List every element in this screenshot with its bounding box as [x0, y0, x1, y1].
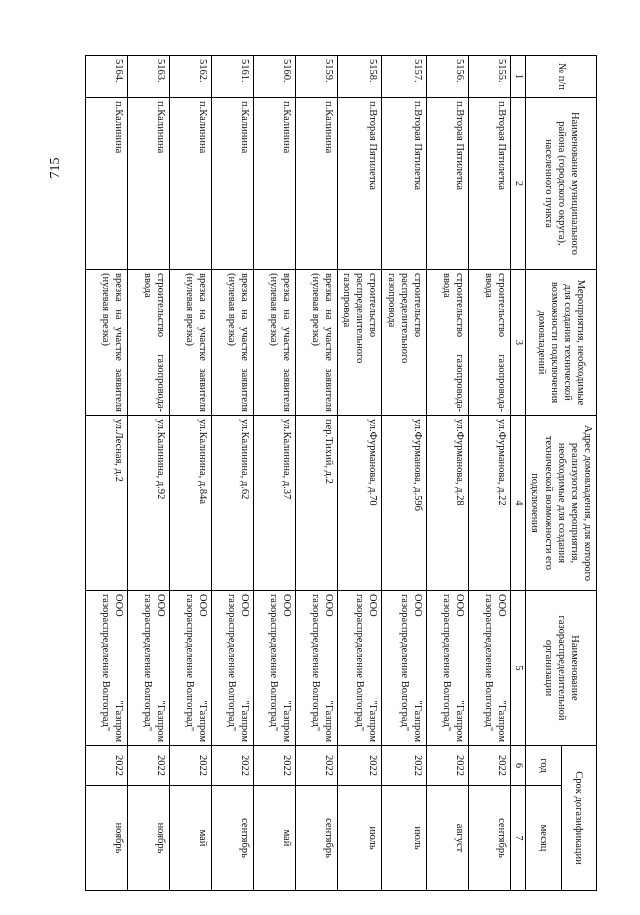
year-value: 2022: [128, 746, 170, 786]
row-number: 5161.: [212, 56, 254, 98]
column-number-row: [510, 56, 526, 891]
column-number: 2: [510, 98, 526, 270]
header-address: Адрес домовладения, для которого реализуются мероприятия, необходимые для создания технической возможности его подключения: [526, 416, 597, 591]
header-measures: Мероприятия, необходимые для создания технической возможности подключения домовладений: [526, 270, 597, 416]
header-month: месяц: [526, 786, 561, 891]
month-value: сентябрь: [468, 786, 510, 891]
place-name: п.Калинина: [212, 98, 254, 270]
organization-name: ООО "Газпром газораспределение Волгоград": [254, 591, 296, 746]
row-number: 5157.: [382, 56, 426, 98]
table-row: [212, 56, 254, 891]
row-number: 5163.: [128, 56, 170, 98]
place-name: п.Вторая Пятилетка: [338, 98, 382, 270]
column-number: 1: [510, 56, 526, 98]
table-row: [128, 56, 170, 891]
measure-text: врезка на участке заявителя (нулевая врезка): [170, 270, 212, 416]
table-row: [468, 56, 510, 891]
table-row: [170, 56, 212, 891]
address-text: ул.Фурманова, д.28: [426, 416, 468, 591]
month-value: сентябрь: [296, 786, 338, 891]
organization-name: ООО "Газпром газораспределение Волгоград": [338, 591, 382, 746]
organization-name: ООО "Газпром газораспределение Волгоград": [468, 591, 510, 746]
row-number: 5160.: [254, 56, 296, 98]
year-value: 2022: [170, 746, 212, 786]
place-name: п.Вторая Пятилетка: [468, 98, 510, 270]
header-district: Наименование муниципального района (городского округа), населенного пункта: [526, 98, 597, 270]
month-value: май: [170, 786, 212, 891]
column-number: 7: [510, 786, 526, 891]
year-value: 2022: [468, 746, 510, 786]
rotated-page-content: [87, 55, 597, 890]
year-value: 2022: [212, 746, 254, 786]
address-text: ул.Фурманова, д.59б: [382, 416, 426, 591]
address-text: ул.Лесная, д.2: [86, 416, 128, 591]
header-year: год: [526, 746, 561, 786]
table-row: [86, 56, 128, 891]
place-name: п.Калинина: [254, 98, 296, 270]
column-number: 4: [510, 416, 526, 591]
page-number: 715: [48, 157, 63, 179]
row-number: 5162.: [170, 56, 212, 98]
organization-name: ООО "Газпром газораспределение Волгоград": [382, 591, 426, 746]
month-value: ноябрь: [86, 786, 128, 891]
row-number: 5159.: [296, 56, 338, 98]
month-value: сентябрь: [212, 786, 254, 891]
measure-text: врезка на участке заявителя (нулевая врезка): [296, 270, 338, 416]
row-number: 5158.: [338, 56, 382, 98]
place-name: п.Калинина: [128, 98, 170, 270]
measure-text: врезка на участке заявителя (нулевая врезка): [254, 270, 296, 416]
year-value: 2022: [338, 746, 382, 786]
address-text: ул.Фурманова, д.70: [338, 416, 382, 591]
place-name: п.Калинина: [86, 98, 128, 270]
row-number: 5155.: [468, 56, 510, 98]
year-value: 2022: [254, 746, 296, 786]
measure-text: строительство распределительного газопровода: [382, 270, 426, 416]
measure-text: строительство газопровода-ввода: [426, 270, 468, 416]
address-text: ул.Калинина, д.62: [212, 416, 254, 591]
measure-text: врезка на участке заявителя (нулевая врезка): [86, 270, 128, 416]
table-body: [86, 56, 511, 891]
measure-text: строительство газопровода-ввода: [128, 270, 170, 416]
organization-name: ООО "Газпром газораспределение Волгоград": [426, 591, 468, 746]
row-number: 5164.: [86, 56, 128, 98]
table-row: [254, 56, 296, 891]
column-number: 5: [510, 591, 526, 746]
organization-name: ООО "Газпром газораспределение Волгоград": [296, 591, 338, 746]
column-number: 6: [510, 746, 526, 786]
address-text: пер.Тихий, д.2: [296, 416, 338, 591]
table-row: [426, 56, 468, 891]
year-value: 2022: [296, 746, 338, 786]
month-value: июль: [338, 786, 382, 891]
organization-name: ООО "Газпром газораспределение Волгоград": [86, 591, 128, 746]
place-name: п.Вторая Пятилетка: [426, 98, 468, 270]
month-value: июль: [382, 786, 426, 891]
place-name: п.Калинина: [170, 98, 212, 270]
place-name: п.Калинина: [296, 98, 338, 270]
year-value: 2022: [426, 746, 468, 786]
table-row: [338, 56, 382, 891]
column-number: 3: [510, 270, 526, 416]
place-name: п.Вторая Пятилетка: [382, 98, 426, 270]
year-value: 2022: [382, 746, 426, 786]
gasification-table: [85, 55, 597, 891]
year-value: 2022: [86, 746, 128, 786]
month-value: ноябрь: [128, 786, 170, 891]
month-value: май: [254, 786, 296, 891]
header-term: Срок догазификации: [561, 746, 596, 891]
organization-name: ООО "Газпром газораспределение Волгоград": [128, 591, 170, 746]
measure-text: строительство распределительного газопровода: [338, 270, 382, 416]
table-row: [382, 56, 426, 891]
address-text: ул.Калинина, д.37: [254, 416, 296, 591]
row-number: 5156.: [426, 56, 468, 98]
organization-name: ООО "Газпром газораспределение Волгоград": [212, 591, 254, 746]
header-no: № п/п: [526, 56, 597, 98]
measure-text: строительство газопровода-ввода: [468, 270, 510, 416]
organization-name: ООО "Газпром газораспределение Волгоград": [170, 591, 212, 746]
address-text: ул.Калинина, д.84а: [170, 416, 212, 591]
header-org: Наименование газораспределительной организации: [526, 591, 597, 746]
month-value: август: [426, 786, 468, 891]
measure-text: врезка на участке заявителя (нулевая врезка): [212, 270, 254, 416]
address-text: ул.Фурманова, д.22: [468, 416, 510, 591]
table-row: [296, 56, 338, 891]
address-text: ул.Калинина, д.92: [128, 416, 170, 591]
